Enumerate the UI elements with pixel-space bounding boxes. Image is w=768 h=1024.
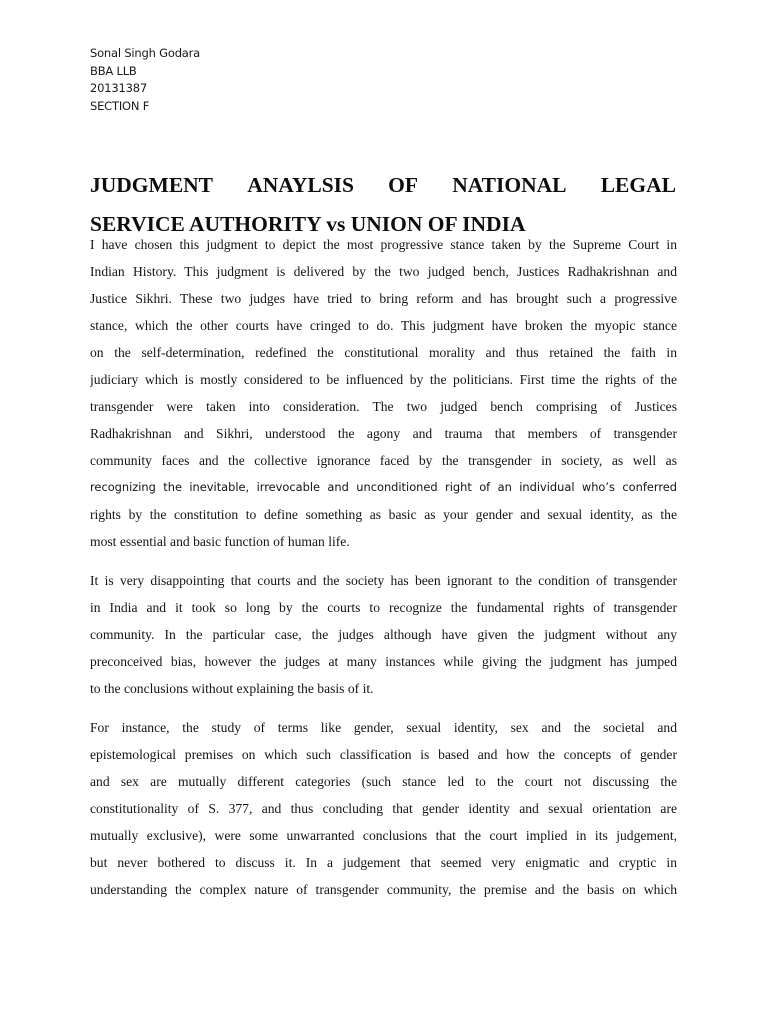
paragraph-3: [90, 714, 677, 903]
author-program: BBA LLB: [90, 63, 137, 78]
text-line: epistemological premises on which such classification is based and how the concepts of gender: [90, 747, 677, 762]
text-line: preconceived bias, however the judges at many instances while giving the judgment has jumped: [90, 654, 677, 669]
text-line: judiciary which is mostly considered to be influenced by the politicians. First time the rights of the: [90, 372, 677, 387]
title-word: ANAYLSIS: [247, 173, 354, 197]
author-info: [90, 45, 200, 115]
text-line: transgender were taken into consideration. The two judged bench comprising of Justices: [90, 399, 677, 414]
text-line: on the self-determination, redefined the constitutional morality and thus retained the faith in: [90, 345, 677, 360]
text-line: stance, which the other courts have cringed to do. This judgment have broken the myopic stance: [90, 318, 677, 333]
paragraph-2: [90, 567, 677, 702]
paragraph-1: [90, 231, 677, 555]
text-line: For instance, the study of terms like gender, sexual identity, sex and the societal and: [90, 720, 677, 735]
title-line-2: SERVICE AUTHORITY vs UNION OF INDIA: [90, 212, 526, 236]
text-line: to the conclusions without explaining the basis of it.: [90, 681, 374, 696]
text-line: Justice Sikhri. These two judges have tried to bring reform and has brought such a progressive: [90, 291, 677, 306]
text-line: community. In the particular case, the judges although have given the judgment without any: [90, 627, 677, 642]
title-line-1: [90, 166, 676, 205]
text-line: It is very disappointing that courts and the society has been ignorant to the condition of transgender: [90, 573, 677, 588]
document-body: [90, 231, 677, 915]
text-line: but never bothered to discuss it. In a judgement that seemed very enigmatic and cryptic in: [90, 855, 677, 870]
title-word: JUDGMENT: [90, 173, 214, 197]
title-word: LEGAL: [600, 173, 676, 197]
text-line: I have chosen this judgment to depict the most progressive stance taken by the Supreme Court in: [90, 237, 677, 252]
title-word: NATIONAL: [452, 173, 567, 197]
author-section: SECTION F: [90, 98, 150, 113]
text-line: most essential and basic function of human life.: [90, 534, 350, 549]
author-roll-number: 20131387: [90, 81, 147, 95]
title-word: OF: [388, 173, 419, 197]
text-line: Indian History. This judgment is delivered by the two judged bench, Justices Radhakrishnan and: [90, 264, 677, 279]
text-line: understanding the complex nature of transgender community, the premise and the basis on which: [90, 882, 677, 897]
text-line: constitutionality of S. 377, and thus concluding that gender identity and sexual orientation are: [90, 801, 677, 816]
text-line: rights by the constitution to define something as basic as your gender and sexual identity, as the: [90, 507, 677, 522]
text-line: Radhakrishnan and Sikhri, understood the agony and trauma that members of transgender: [90, 426, 677, 441]
text-line: recognizing the inevitable, irrevocable and unconditioned right of an individual who’s conferred: [90, 480, 677, 494]
text-line: mutually exclusive), were some unwarranted conclusions that the court implied in its judgement,: [90, 828, 677, 843]
text-line: in India and it took so long by the courts to recognize the fundamental rights of transgender: [90, 600, 677, 615]
author-name: Sonal Singh Godara: [90, 46, 201, 60]
text-line: and sex are mutually different categories (such stance led to the court not discussing the: [90, 774, 677, 789]
text-line: community faces and the collective ignorance faced by the transgender in society, as well as: [90, 453, 677, 468]
